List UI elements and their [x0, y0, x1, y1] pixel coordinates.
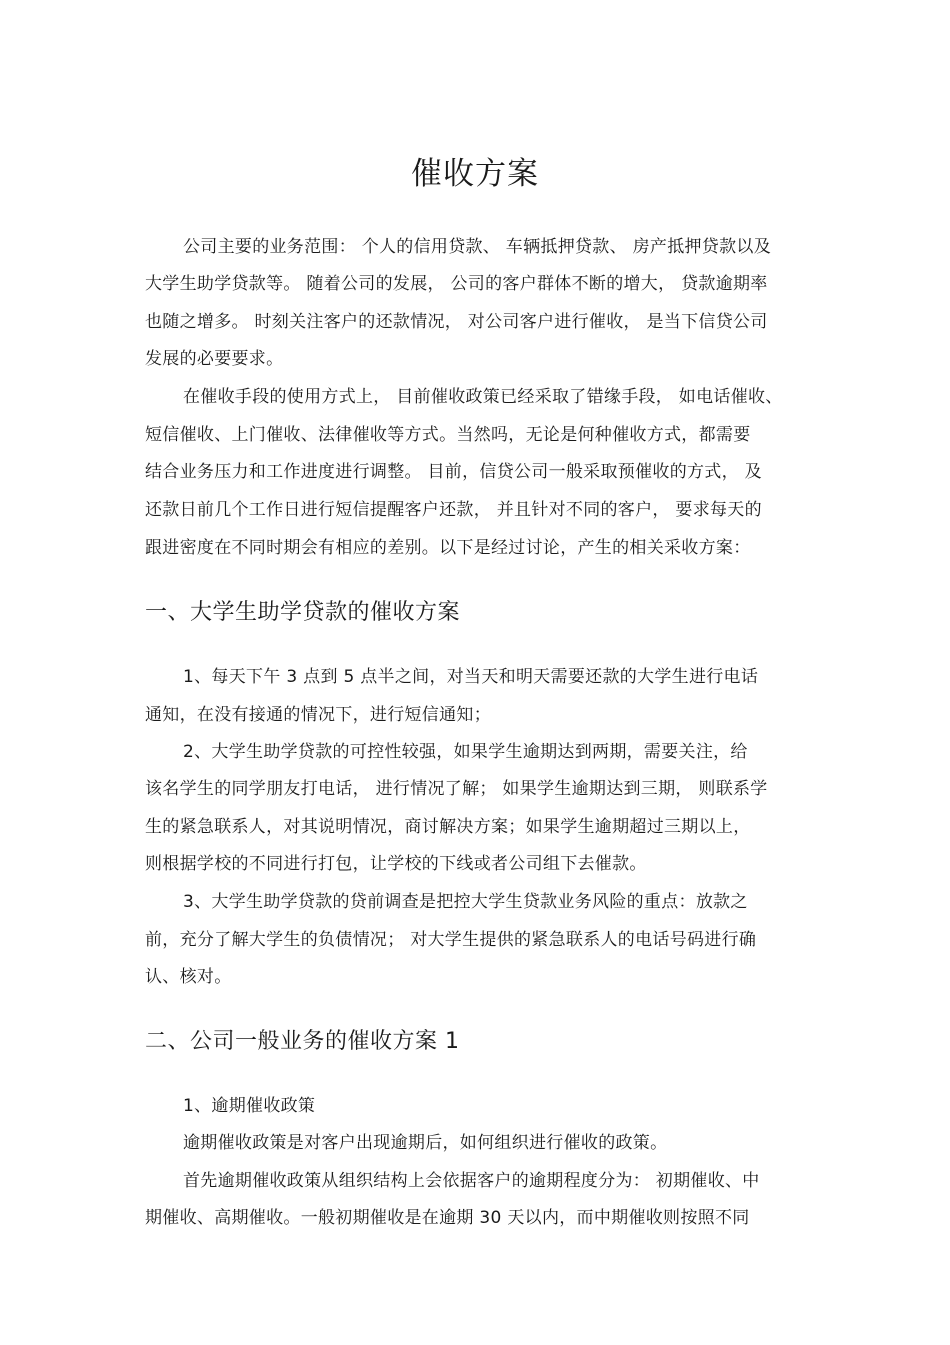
paragraph-line: 该名学生的同学朋友打电话， 进行情况了解； 如果学生逾期达到三期， 则联系学: [145, 779, 768, 799]
paragraph-line: 认、核对。: [145, 967, 232, 987]
section-heading: 一、大学生助学贷款的催收方案: [145, 600, 461, 625]
paragraph-line: 生的紧急联系人，对其说明情况，商讨解决方案；如果学生逾期超过三期以上，: [145, 817, 751, 837]
paragraph-line: 结合业务压力和工作进度进行调整。 目前，信贷公司一般采取预催收的方式， 及: [145, 462, 762, 482]
paragraph-line: 3、大学生助学贷款的贷前调查是把控大学生贷款业务风险的重点：放款之: [183, 892, 748, 912]
paragraph-line: 大学生助学贷款等。 随着公司的发展， 公司的客户群体不断的增大， 贷款逾期率: [145, 274, 768, 294]
paragraph-line: 1、逾期催收政策: [183, 1096, 316, 1116]
paragraph-line: 2、大学生助学贷款的可控性较强，如果学生逾期达到两期，需要关注，给: [183, 742, 748, 762]
paragraph-line: 发展的必要要求。: [145, 349, 284, 369]
paragraph-line: 在催收手段的使用方式上， 目前催收政策已经采取了错缘手段， 如电话催收、: [183, 387, 783, 407]
section-heading: 二、公司一般业务的催收方案 1: [145, 1029, 460, 1054]
paragraph-line: 期催收、高期催收。一般初期催收是在逾期 30 天以内，而中期催收则按照不同: [145, 1208, 750, 1228]
paragraph-line: 首先逾期催收政策从组织结构上会依据客户的逾期程度分为： 初期催收、中: [183, 1171, 760, 1191]
paragraph-line: 前，充分了解大学生的负债情况； 对大学生提供的紧急联系人的电话号码进行确: [145, 930, 757, 950]
paragraph-line: 则根据学校的不同进行打包，让学校的下线或者公司组下去催款。: [145, 854, 647, 874]
paragraph-line: 也随之增多。 时刻关注客户的还款情况， 对公司客户进行催收， 是当下信贷公司: [145, 312, 768, 332]
paragraph-line: 还款日前几个工作日进行短信提醒客户还款， 并且针对不同的客户， 要求每天的: [145, 500, 762, 520]
document-title: 催收方案: [411, 156, 539, 192]
paragraph-line: 短信催收、上门催收、法律催收等方式。当然吗，无论是何种催收方式，都需要: [145, 425, 751, 445]
paragraph-line: 通知，在没有接通的情况下，进行短信通知；: [145, 705, 491, 725]
paragraph-line: 公司主要的业务范围： 个人的信用贷款、 车辆抵押贷款、 房产抵押贷款以及: [183, 237, 772, 257]
paragraph-line: 跟进密度在不同时期会有相应的差别。以下是经过讨论，产生的相关采收方案：: [145, 538, 751, 558]
paragraph-line: 逾期催收政策是对客户出现逾期后，如何组织进行催收的政策。: [183, 1133, 668, 1153]
paragraph-line: 1、每天下午 3 点到 5 点半之间，对当天和明天需要还款的大学生进行电话: [183, 667, 759, 687]
